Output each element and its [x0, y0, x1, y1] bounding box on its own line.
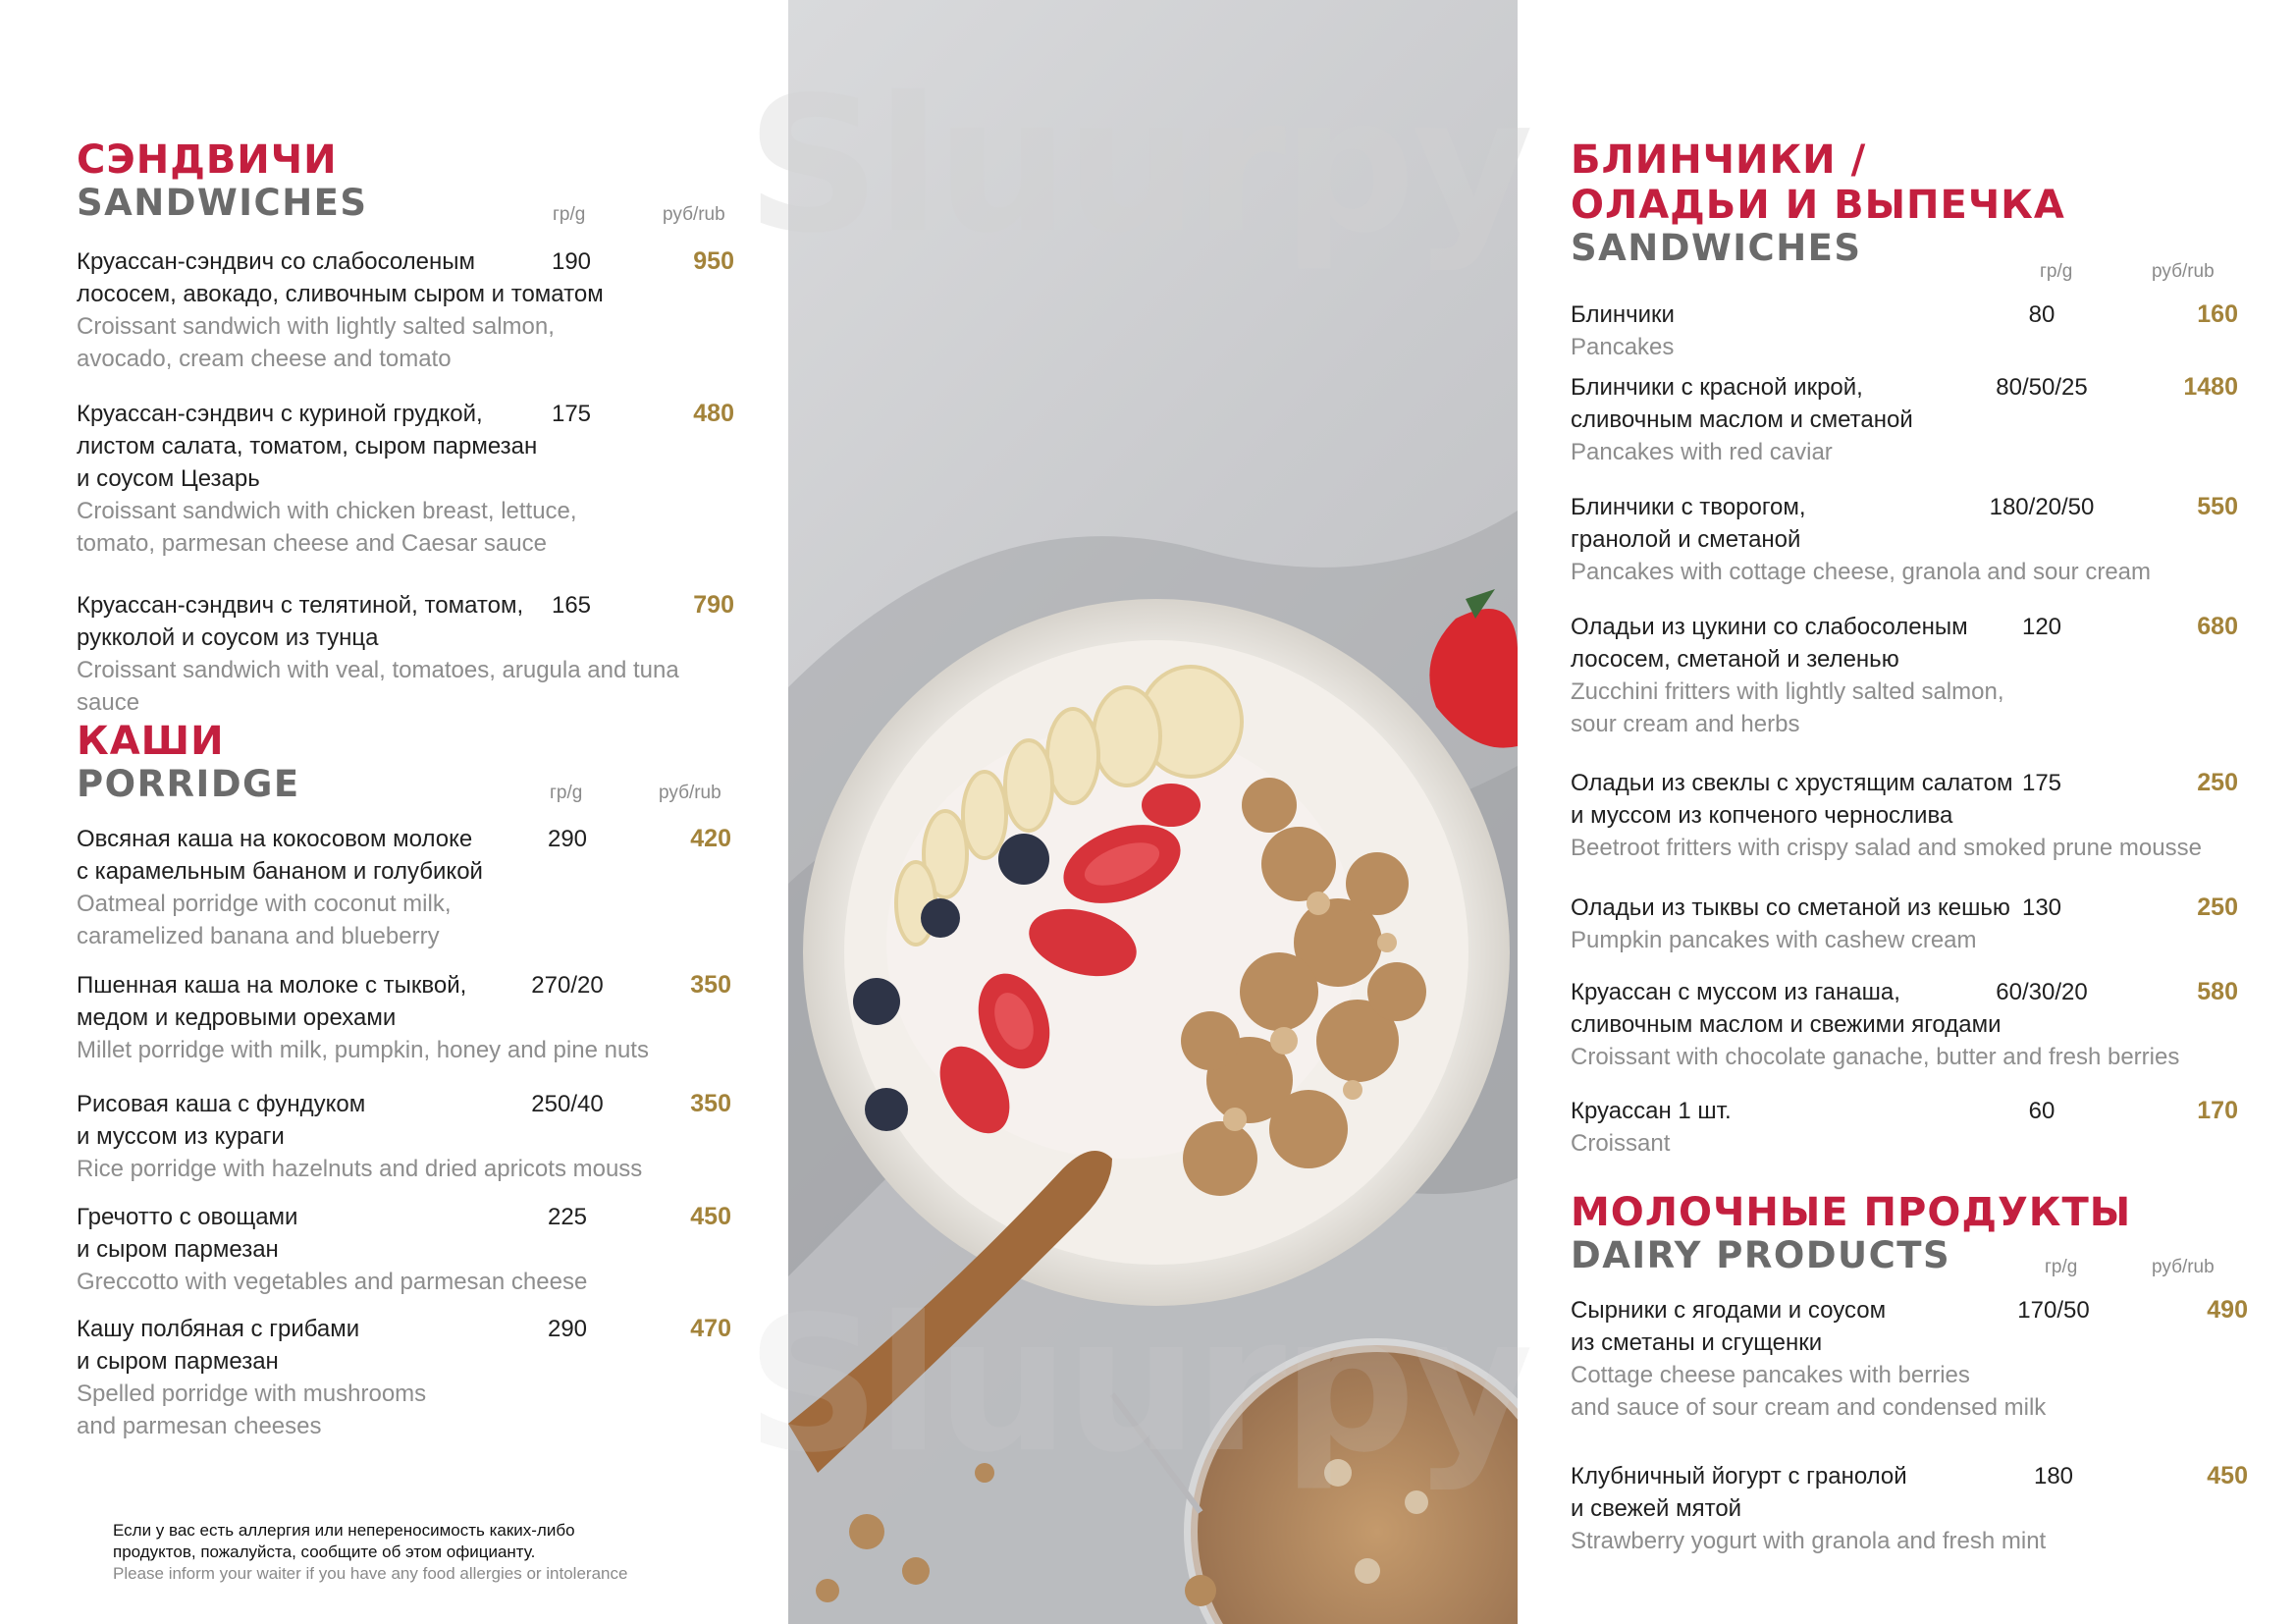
menu-item	[77, 1088, 734, 1185]
price-header: руб/rub	[663, 204, 725, 225]
item-name-ru: рукколой и соусом из тунца	[77, 624, 379, 651]
item-price: 950	[693, 247, 734, 275]
sandwiches-section	[77, 137, 734, 224]
item-name-ru: с карамельным бананом и голубикой	[77, 858, 483, 885]
item-price: 550	[2197, 493, 2238, 520]
item-weight: 130	[2021, 894, 2062, 921]
item-price: 350	[690, 971, 731, 999]
item-price: 170	[2197, 1097, 2238, 1124]
item-name-ru: из сметаны и сгущенки	[1571, 1329, 1823, 1356]
item-name-en: Croissant	[1571, 1130, 1671, 1157]
item-weight: 180/20/50	[1989, 494, 2095, 520]
item-name-ru: Оладьи из цукини со слабосоленым	[1571, 614, 1968, 640]
item-name-en: and sauce of sour cream and condensed milk	[1571, 1394, 2047, 1421]
menu-item	[77, 589, 734, 719]
section-title-en: SANDWICHES	[77, 182, 368, 224]
item-price: 680	[2197, 613, 2238, 640]
weight-header: гр/g	[550, 783, 583, 803]
item-price: 790	[693, 591, 734, 619]
item-weight: 80/50/25	[1996, 374, 2088, 401]
item-name-en: avocado, cream cheese and tomato	[77, 346, 452, 372]
item-name-en: and parmesan cheeses	[77, 1413, 322, 1439]
menu-item	[1571, 1294, 2248, 1424]
item-weight: 165	[551, 592, 592, 619]
item-weight: 175	[551, 401, 592, 427]
watermark-text: Sluurpy	[746, 1276, 1530, 1493]
item-name-en: tomato, parmesan cheese and Caesar sauce	[77, 530, 547, 557]
item-name-ru: Блинчики с красной икрой,	[1571, 374, 1863, 401]
item-name-ru: и муссом из копченого чернослива	[1571, 802, 1953, 829]
menu-item	[1571, 298, 2238, 363]
item-name-en: Millet porridge with milk, pumpkin, honey and pine nuts	[77, 1037, 649, 1063]
item-name-ru: Кашу полбяная с грибами	[77, 1316, 360, 1342]
item-name-en: caramelized banana and blueberry	[77, 923, 440, 949]
item-name-ru: лососем, сметаной и зеленью	[1571, 646, 1899, 673]
weight-header: гр/g	[2040, 261, 2073, 282]
item-weight: 290	[547, 826, 588, 852]
item-name-en: Zucchini fritters with lightly salted salmon,	[1571, 678, 2004, 705]
item-name-ru: Блинчики с творогом,	[1571, 494, 1806, 520]
item-weight: 175	[2021, 770, 2062, 796]
item-price: 250	[2197, 769, 2238, 796]
item-weight: 170/50	[2017, 1297, 2090, 1324]
item-weight: 190	[551, 248, 592, 275]
dairy-section	[1571, 1190, 2218, 1276]
item-name-ru: сливочным маслом и свежими ягодами	[1571, 1011, 2002, 1038]
item-name-en: Spelled porridge with mushrooms	[77, 1380, 427, 1407]
section-title-ru: ОЛАДЬИ И ВЫПЕЧКА	[1571, 183, 2065, 228]
item-weight: 60/30/20	[1996, 979, 2088, 1005]
menu-item	[77, 245, 734, 375]
item-name-ru: и муссом из кураги	[77, 1123, 285, 1150]
menu-item	[1571, 611, 2238, 740]
item-name-en: Pancakes with cottage cheese, granola and sour cream	[1571, 559, 2152, 585]
item-name-ru: Круассан-сэндвич с куриной грудкой,	[77, 401, 483, 427]
weight-header: гр/g	[553, 204, 586, 225]
pancakes-section	[1571, 137, 2218, 282]
menu-item	[77, 1313, 734, 1442]
menu-item	[1571, 491, 2238, 588]
item-name-ru: и свежей мятой	[1571, 1495, 1742, 1522]
item-name-ru: Оладьи из свеклы с хрустящим салатом	[1571, 770, 2013, 796]
item-price: 490	[2207, 1296, 2248, 1324]
menu-item	[77, 823, 734, 952]
section-title-en: PORRIDGE	[77, 763, 300, 805]
menu-item	[1571, 371, 2238, 468]
item-price: 1480	[2183, 373, 2238, 401]
item-name-ru: Круассан с муссом из ганаша,	[1571, 979, 1900, 1005]
item-name-ru: Пшенная каша на молоке с тыквой,	[77, 972, 467, 999]
item-name-en: Croissant sandwich with lightly salted salmon,	[77, 313, 555, 340]
menu-item	[1571, 767, 2238, 864]
item-name-en: Pancakes	[1571, 334, 1675, 360]
menu-item	[1571, 976, 2238, 1073]
item-name-ru: медом и кедровыми орехами	[77, 1004, 397, 1031]
item-price: 470	[690, 1315, 731, 1342]
section-title-ru: МОЛОЧНЫЕ ПРОДУКТЫ	[1571, 1190, 2132, 1235]
item-name-ru: и соусом Цезарь	[77, 465, 260, 492]
price-header: руб/rub	[659, 783, 721, 803]
item-name-ru: Клубничный йогурт с гранолой	[1571, 1463, 1907, 1489]
item-weight: 120	[2021, 614, 2062, 640]
section-title-ru: СЭНДВИЧИ	[77, 137, 338, 183]
item-name-ru: Оладьи из тыквы со сметаной из кешью	[1571, 894, 2010, 921]
item-name-ru: лососем, авокадо, сливочным сыром и томатом	[77, 281, 604, 307]
item-weight: 80	[2028, 301, 2056, 328]
item-name-en: Cottage cheese pancakes with berries	[1571, 1362, 1970, 1388]
item-name-en: Oatmeal porridge with coconut milk,	[77, 891, 452, 917]
item-name-en: Rice porridge with hazelnuts and dried apricots mouss	[77, 1156, 643, 1182]
item-name-en: Strawberry yogurt with granola and fresh mint	[1571, 1528, 2047, 1554]
section-title-en: DAIRY PRODUCTS	[1571, 1234, 1951, 1276]
item-weight: 250/40	[531, 1091, 604, 1117]
menu-item	[77, 398, 734, 560]
item-name-ru: гранолой и сметаной	[1571, 526, 1801, 553]
item-name-ru: и сыром пармезан	[77, 1236, 279, 1263]
menu-item	[1571, 1095, 2238, 1160]
menu-item	[77, 969, 734, 1066]
item-name-ru: и сыром пармезан	[77, 1348, 279, 1375]
item-price: 450	[690, 1203, 731, 1230]
item-name-en: Croissant sandwich with chicken breast, lettuce,	[77, 498, 577, 524]
item-name-en: Pumpkin pancakes with cashew cream	[1571, 927, 1977, 953]
price-header: руб/rub	[2152, 261, 2215, 282]
porridge-section	[77, 719, 734, 805]
item-name-ru: сливочным маслом и сметаной	[1571, 406, 1913, 433]
item-name-en: Pancakes with red caviar	[1571, 439, 1833, 465]
item-weight: 225	[547, 1204, 588, 1230]
item-weight: 180	[2033, 1463, 2074, 1489]
item-price: 250	[2197, 893, 2238, 921]
section-title-en: SANDWICHES	[1571, 227, 1862, 269]
item-name-ru: листом салата, томатом, сыром пармезан	[77, 433, 538, 460]
watermark-text: Sluurpy	[746, 57, 1530, 274]
item-weight: 270/20	[531, 972, 604, 999]
item-price: 420	[690, 825, 731, 852]
item-weight: 290	[547, 1316, 588, 1342]
item-name-en: Beetroot fritters with crispy salad and smoked prune mousse	[1571, 835, 2202, 861]
price-header: руб/rub	[2152, 1257, 2215, 1277]
allergy-note-en: Please inform your waiter if you have any food allergies or intolerance	[113, 1564, 628, 1583]
item-name-en: Croissant with chocolate ganache, butter and fresh berries	[1571, 1044, 2180, 1070]
item-weight: 60	[2028, 1098, 2056, 1124]
menu-item	[1571, 892, 2238, 956]
allergy-note-ru-line: продуктов, пожалуйста, сообщите об этом официанту.	[113, 1543, 536, 1561]
weight-header: гр/g	[2045, 1257, 2078, 1277]
item-price: 480	[693, 400, 734, 427]
section-title-ru: БЛИНЧИКИ /	[1571, 137, 1867, 183]
item-name-en: sour cream and herbs	[1571, 711, 1800, 737]
item-name-ru: Сырники с ягодами и соусом	[1571, 1297, 1887, 1324]
item-price: 580	[2197, 978, 2238, 1005]
section-title-ru: КАШИ	[77, 719, 225, 764]
item-name-ru: Блинчики	[1571, 301, 1675, 328]
item-name-ru: Овсяная каша на кокосовом молоке	[77, 826, 473, 852]
item-name-en: Greccotto with vegetables and parmesan cheese	[77, 1269, 588, 1295]
item-name-ru: Круассан-сэндвич со слабосоленым	[77, 248, 476, 275]
menu-item	[77, 1201, 734, 1298]
allergy-note-ru-line: Если у вас есть аллергия или непереносимость каких-либо	[113, 1521, 575, 1540]
item-name-ru: Круассан 1 шт.	[1571, 1098, 1732, 1124]
item-price: 450	[2207, 1462, 2248, 1489]
item-price: 350	[690, 1090, 731, 1117]
item-name-ru: Круассан-сэндвич с телятиной, томатом,	[77, 592, 524, 619]
item-name-en: Croissant sandwich with veal, tomatoes, arugula and tuna sauce	[77, 657, 679, 716]
item-price: 160	[2197, 300, 2238, 328]
item-name-ru: Гречотто с овощами	[77, 1204, 298, 1230]
item-name-ru: Рисовая каша с фундуком	[77, 1091, 366, 1117]
menu-item	[1571, 1460, 2248, 1557]
allergy-note	[113, 1520, 741, 1585]
